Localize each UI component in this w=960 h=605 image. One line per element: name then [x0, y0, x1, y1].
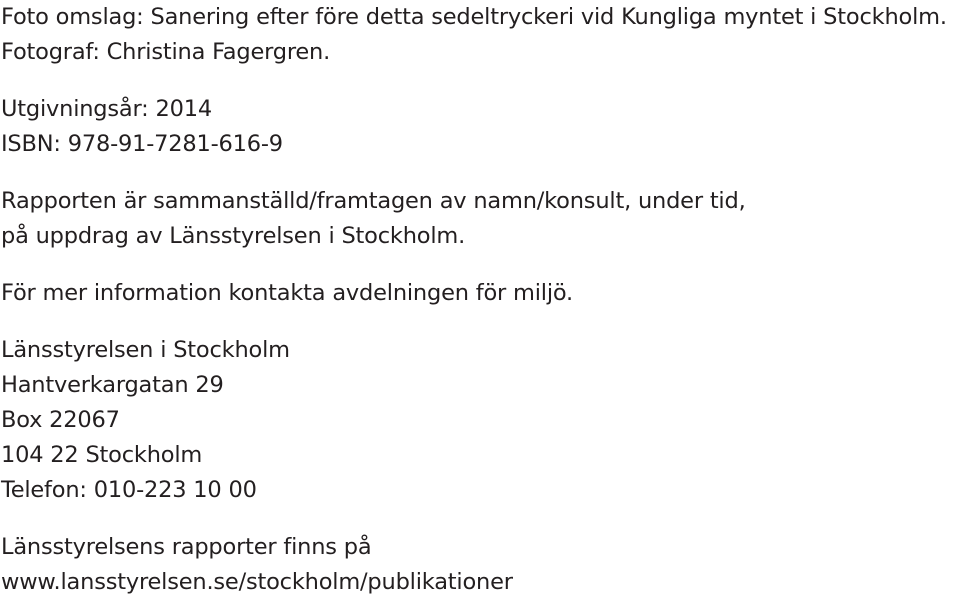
- spacer: [1, 311, 956, 333]
- report-author-line: Rapporten är sammanställd/framtagen av namn/konsult, under tid,: [1, 188, 746, 214]
- spacer: [1, 254, 956, 276]
- street-address: Hantverkargatan 29: [1, 372, 224, 398]
- contact-info: [1, 276, 956, 311]
- isbn: ISBN: 978-91-7281-616-9: [1, 131, 283, 157]
- publications-url: www.lansstyrelsen.se/stockholm/publikationer: [1, 569, 513, 595]
- publication-info: [1, 92, 956, 162]
- cover-credit: [1, 0, 956, 70]
- spacer: [1, 508, 956, 530]
- reports-location: [1, 530, 956, 600]
- cover-photo-caption: Foto omslag: Sanering efter före detta sedeltryckeri vid Kungliga myntet i Stockholm.: [1, 4, 947, 30]
- publication-year: Utgivningsår: 2014: [1, 96, 212, 122]
- organization-name: Länsstyrelsen i Stockholm: [1, 337, 290, 363]
- po-box: Box 22067: [1, 407, 120, 433]
- photographer-credit: Fotograf: Christina Fagergren.: [1, 39, 331, 65]
- report-attribution: [1, 184, 956, 254]
- phone-number: Telefon: 010-223 10 00: [1, 477, 257, 503]
- spacer: [1, 70, 956, 92]
- reports-availability: Länsstyrelsens rapporter finns på: [1, 534, 372, 560]
- spacer: [1, 162, 956, 184]
- postal-code-city: 104 22 Stockholm: [1, 442, 203, 468]
- postal-address: [1, 333, 956, 508]
- contact-department: För mer information kontakta avdelningen för miljö.: [1, 280, 574, 306]
- report-commission-line: på uppdrag av Länsstyrelsen i Stockholm.: [1, 223, 466, 249]
- colophon: [1, 0, 956, 600]
